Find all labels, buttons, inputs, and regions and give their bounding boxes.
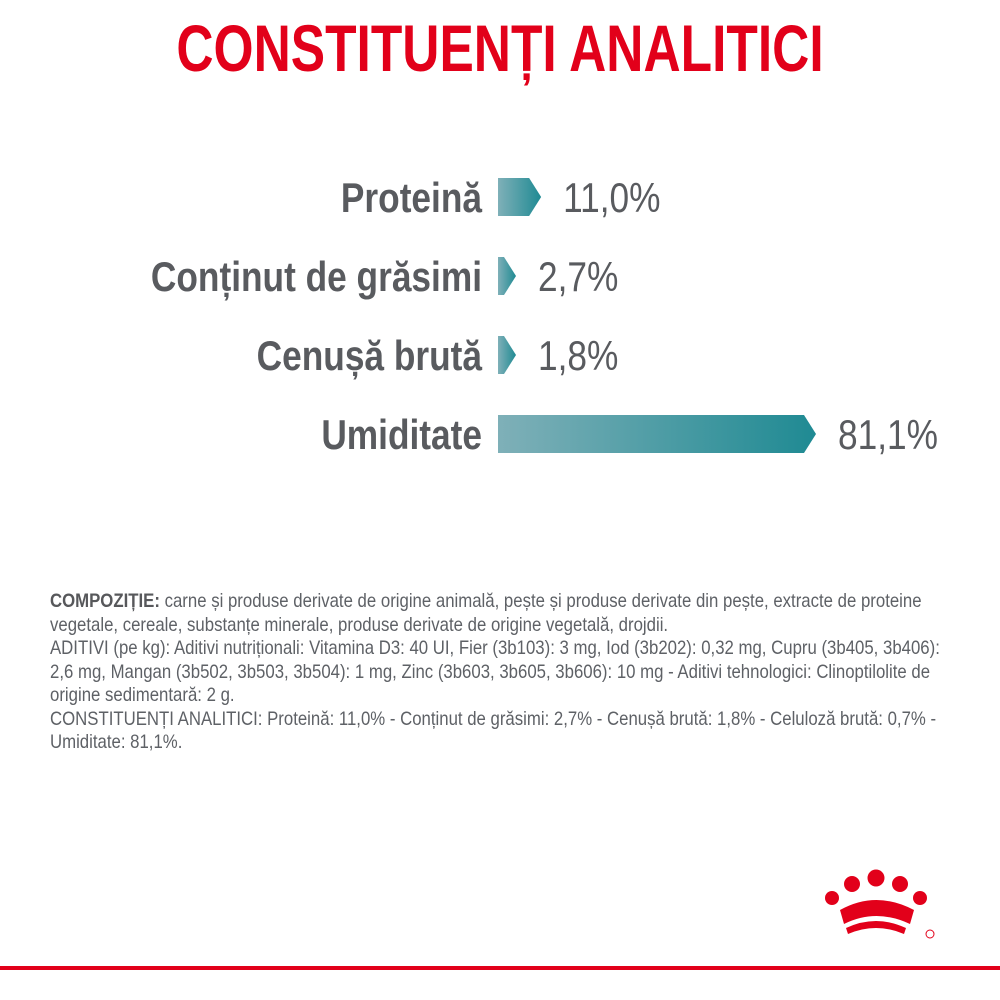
page-title: CONSTITUENȚI ANALITICI	[176, 11, 824, 85]
bar-1	[498, 257, 516, 295]
category-label-1: Conținut de grăsimi	[150, 254, 482, 301]
bar-3	[498, 415, 816, 453]
bar-2	[498, 336, 516, 374]
composition-lead: COMPOZIȚIE:	[50, 590, 160, 612]
category-label-3: Umiditate	[321, 412, 482, 459]
crown-icon	[818, 862, 948, 942]
constituents-text: CONSTITUENȚI ANALITICI: Proteină: 11,0% - Conținut de grăsimi: 2,7% - Cenușă brută: 1,8% - Celuloză brută: 0,7% - Umiditate: 81,1%.	[50, 707, 937, 753]
composition-text: carne și produse derivate de origine animală, pește și produse derivate din pește, extracte de proteine vegetale, cereale, substanțe minerale, produse derivate de origine vegetală, drojdii.	[50, 590, 922, 636]
category-label-0: Proteină	[340, 175, 482, 222]
value-label-3: 81,1%	[838, 412, 938, 459]
value-label-1: 2,7%	[538, 254, 619, 301]
composition-block	[50, 590, 950, 755]
value-label-2: 1,8%	[538, 333, 619, 380]
category-label-2: Cenușă brută	[256, 333, 482, 380]
additives-text: ADITIVI (pe kg): Aditivi nutriționali: Vitamina D3: 40 UI, Fier (3b103): 3 mg, Iod (3b202): 0,32 mg, Cupru (3b405, 3b406): 2,6 mg, Mangan (3b502, 3b503, 3b504): 1 mg, Zinc (3b603, 3b605, 3b606): 10 mg - Aditivi tehnologici: Clinoptilolite de origine sedimentară: 2 g.	[50, 637, 940, 706]
value-label-0: 11,0%	[563, 175, 661, 222]
composition-paragraph	[50, 590, 950, 637]
bottom-border	[0, 966, 1000, 970]
bar-0	[498, 178, 541, 216]
